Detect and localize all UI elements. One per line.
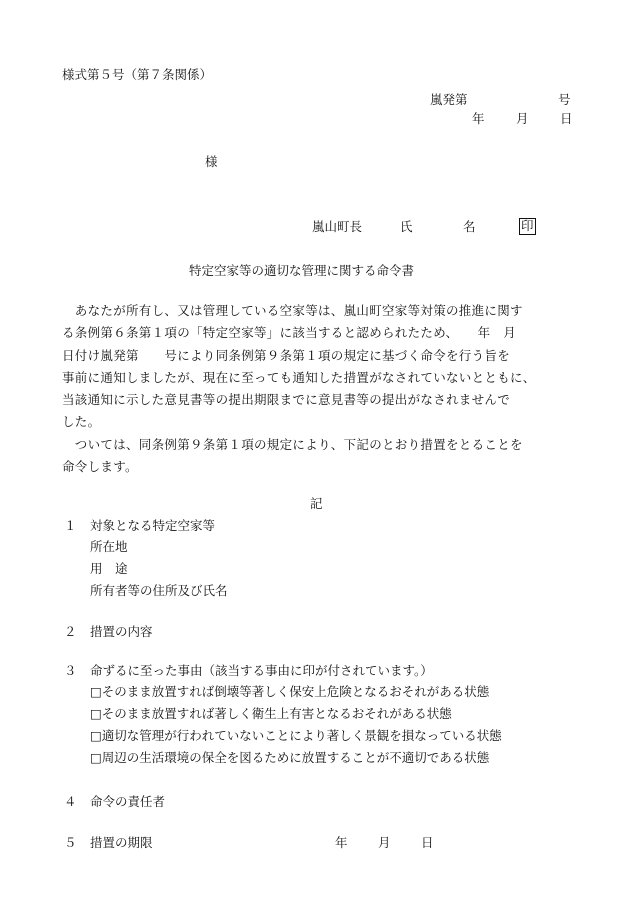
item-number: ４ — [64, 794, 77, 809]
form-label: 様式第５号（第７条関係） — [62, 67, 213, 82]
deadline-month: 月 — [378, 835, 391, 850]
reason-checkbox-item: □適切な管理が行われていないことにより著しく景観を損なっている状態 — [90, 728, 502, 743]
date-day: 日 — [560, 111, 573, 126]
item-number: １ — [64, 518, 77, 533]
item-label: 対象となる特定空家等 — [90, 518, 216, 533]
item-number: ５ — [64, 835, 77, 850]
subitem-location: 所在地 — [90, 539, 128, 554]
reason-checkbox-item: □そのまま放置すれば倒壊等著しく保安上危険となるおそれがある状態 — [90, 684, 490, 699]
item-label: 措置の内容 — [90, 624, 153, 639]
issuer-name-label-1: 氏 — [400, 219, 413, 234]
body-line: した。 — [62, 414, 101, 430]
document-title: 特定空家等の適切な管理に関する命令書 — [189, 263, 415, 278]
seal-mark — [519, 218, 536, 235]
body-line: 当該通知に示した意見書等の提出期限までに意見書等の提出がなされませんで — [62, 392, 511, 408]
seal-label: 印 — [521, 218, 534, 233]
reason-checkbox-item: □周辺の生活環境の保全を図るために放置することが不適切である状態 — [90, 750, 490, 765]
doc-number-prefix: 嵐発第 — [430, 92, 468, 107]
body-line: あなたが所有し、又は管理している空家等は、嵐山町空家等対策の推進に関す — [62, 303, 523, 318]
item-label: 命令の責任者 — [90, 794, 166, 809]
addressee-suffix: 様 — [205, 154, 218, 169]
item-label: 命ずるに至った事由（該当する事由に印が付されています。） — [90, 663, 433, 678]
body-line: る条例第６条第１項の「特定空家等」に該当すると認められたため、 年 月 — [62, 325, 517, 341]
subitem-owner: 所有者等の住所及び氏名 — [90, 583, 228, 598]
date-year: 年 — [472, 111, 485, 126]
issuer-title: 嵐山町長 — [312, 219, 363, 234]
reason-checkbox-item: □そのまま放置すれば著しく衛生上有害となるおそれがある状態 — [90, 706, 452, 721]
body-line: 日付け嵐発第 号により同条例第９条第１項の規定に基づく命令を行う旨を — [62, 347, 511, 363]
ki-heading: 記 — [310, 496, 323, 511]
issuer-name-label-2: 名 — [463, 219, 476, 234]
body-line: 命令します。 — [62, 459, 138, 475]
deadline-year: 年 — [335, 835, 348, 850]
item-number: ３ — [64, 663, 77, 678]
body-paragraph — [62, 300, 587, 478]
body-line: 事前に通知しましたが、現在に至っても通知した措置がなされていないとともに、 — [62, 369, 536, 385]
subitem-use: 用 途 — [90, 561, 128, 576]
date-month: 月 — [516, 111, 529, 126]
body-line: ついては、同条例第９条第１項の規定により、下記のとおり措置をとることを — [62, 436, 523, 452]
item-label: 措置の期限 — [90, 835, 153, 850]
item-number: ２ — [64, 624, 77, 639]
deadline-day: 日 — [421, 835, 434, 850]
doc-number-suffix: 号 — [558, 92, 571, 107]
